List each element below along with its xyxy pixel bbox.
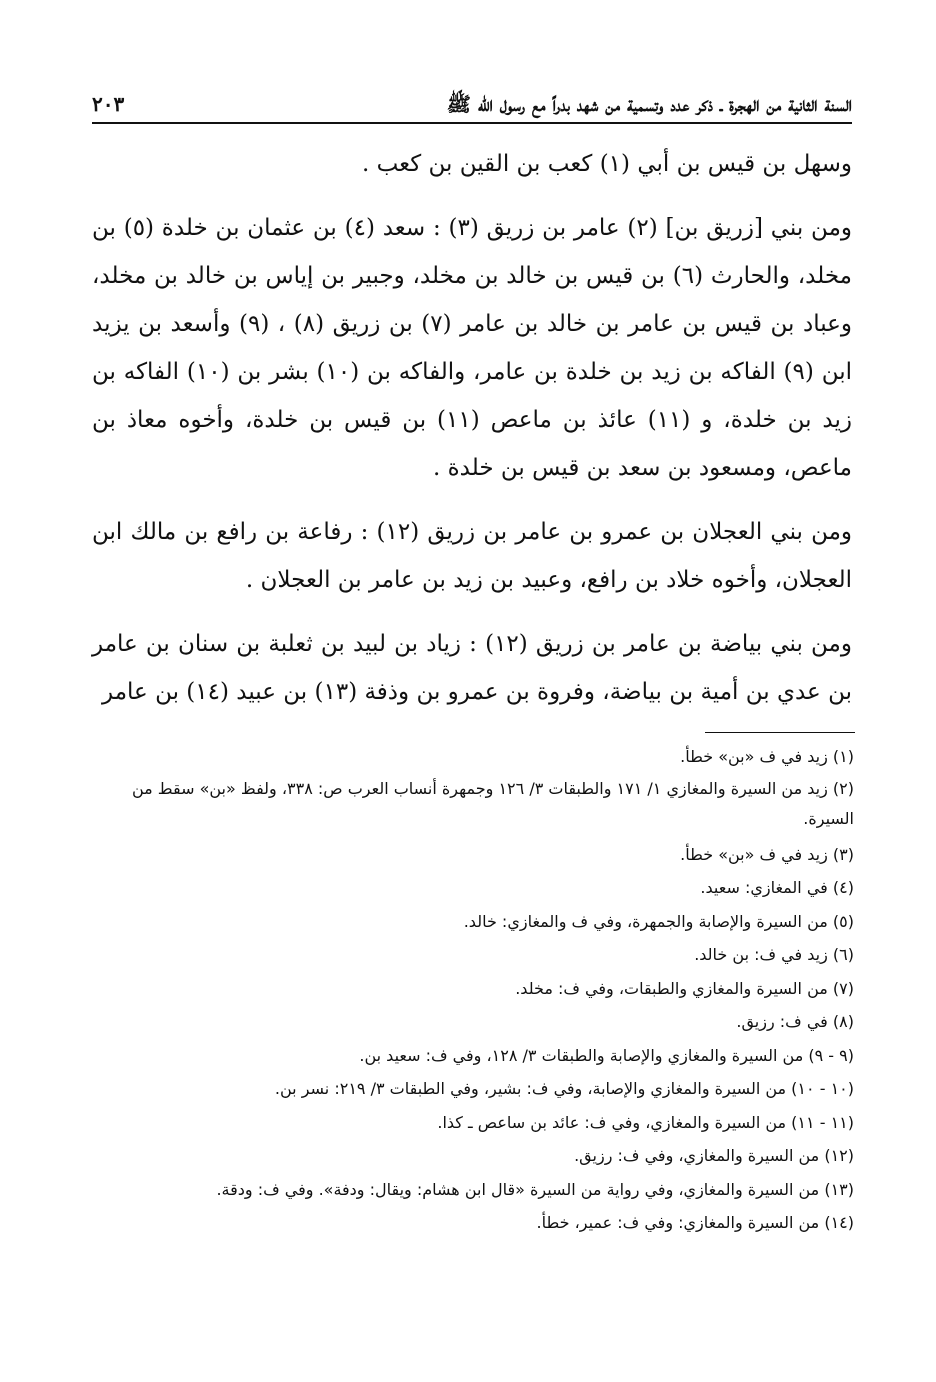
paragraph: ومن بني [زريق بن] (٢) عامر بن زريق (٣) : سعد (٤) بن عثمان بن خلدة (٥) بن مخلد، والحارث (٦) بن قيس بن خالد بن مخلد، وجبير بن إياس بن خالد بن مخلد، وعباد بن قيس بن عامر بن خالد بن عامر (٧) بن زريق (٨) ، (٩) وأسعد بن يزيد ابن (٩) الفاكه بن زيد بن خلدة بن عامر، والفاكه بن (١٠) بشر بن (١٠) الفاكه بن زيد بن خلدة، و (١١) عائذ بن ماعص (١١) بن قيس بن خلدة، وأخوه معاذ بن ماعص، ومسعود بن سعد بن قيس بن خلدة . [92,215,853,481]
footnote: (٩ - ٩) من السيرة والمغازي والإصابة والطبقات ٣/ ١٢٨، وفي ف: سعيد بن. [359,1045,854,1065]
paragraph: وسهل بن قيس بن أبي (١) كعب بن القين بن كعب . [361,151,852,177]
footnote: (٥) من السيرة والإصابة والجمهرة، وفي ف والمغازي: خالد. [463,911,854,931]
footnote: (٢) زيد من السيرة والمغازي ١/ ١٧١ والطبقات ٣/ ١٢٦ وجمهرة أنساب العرب ص: ٣٣٨، ولفظ «بن» سقط من السيرة. [131,778,854,828]
footnote: (٦) زيد في ف: بن خالد. [694,945,854,964]
header-rule [92,122,852,124]
paragraph: ومن بني بياضة بن عامر بن زريق (١٢) : زياد بن لبيد بن ثعلبة بن سنان بن عامر بن عدي بن أمية بن بياضة، وفروة بن عمرو بن وذفة (١٣) بن عبيد (١٤) بن عامر [92,631,852,705]
footnote: (١٤) من السيرة والمغازي: وفي ف: عمير، خطأ. [536,1213,854,1232]
footnote-separator [705,732,855,733]
main-text [92,140,852,732]
header-title: السنة الثانية من الهجرة ـ ذكر عدد وتسمية من شهد بدراً مع رسول الله ﷺ [446,92,852,116]
footnote: (١٣) من السيرة والمغازي، وفي رواية من السيرة «قال ابن هشام: ويقال: ودفة». وفي ف: ودقة. [216,1179,854,1199]
footnote: (٣) زيد في ف «بن» خطأ. [680,844,854,864]
footnote: (١٢) من السيرة والمغازي، وفي ف: رزيق. [574,1146,854,1165]
footnote: (١١ - ١١) من السيرة والمغازي، وفي ف: عائد بن ساعص ـ كذا. [437,1112,854,1132]
footnotes [92,740,854,1240]
footnote: (١) زيد في ف «بن» خطأ. [680,747,854,766]
footnote: (٧) من السيرة والمغازي والطبقات، وفي ف: مخلد. [515,978,854,998]
footnote: (٤) في المغازي: سعيد. [700,878,854,897]
page-number: ٢٠٣ [92,92,125,116]
footnote: (٨) في ف: رزيق. [736,1012,854,1031]
footnote: (١٠ - ١٠) من السيرة والمغازي والإصابة، وفي ف: بشير، وفي الطبقات ٣/ ٢١٩: نسر بن. [274,1079,854,1098]
running-header [92,88,852,122]
paragraph: ومن بني العجلان بن عمرو بن عامر بن زريق (١٢) : رفاعة بن رافع بن مالك ابن العجلان، وأخوه خلاد بن رافع، وعبيد بن زيد بن عامر بن العجلان . [92,519,853,593]
